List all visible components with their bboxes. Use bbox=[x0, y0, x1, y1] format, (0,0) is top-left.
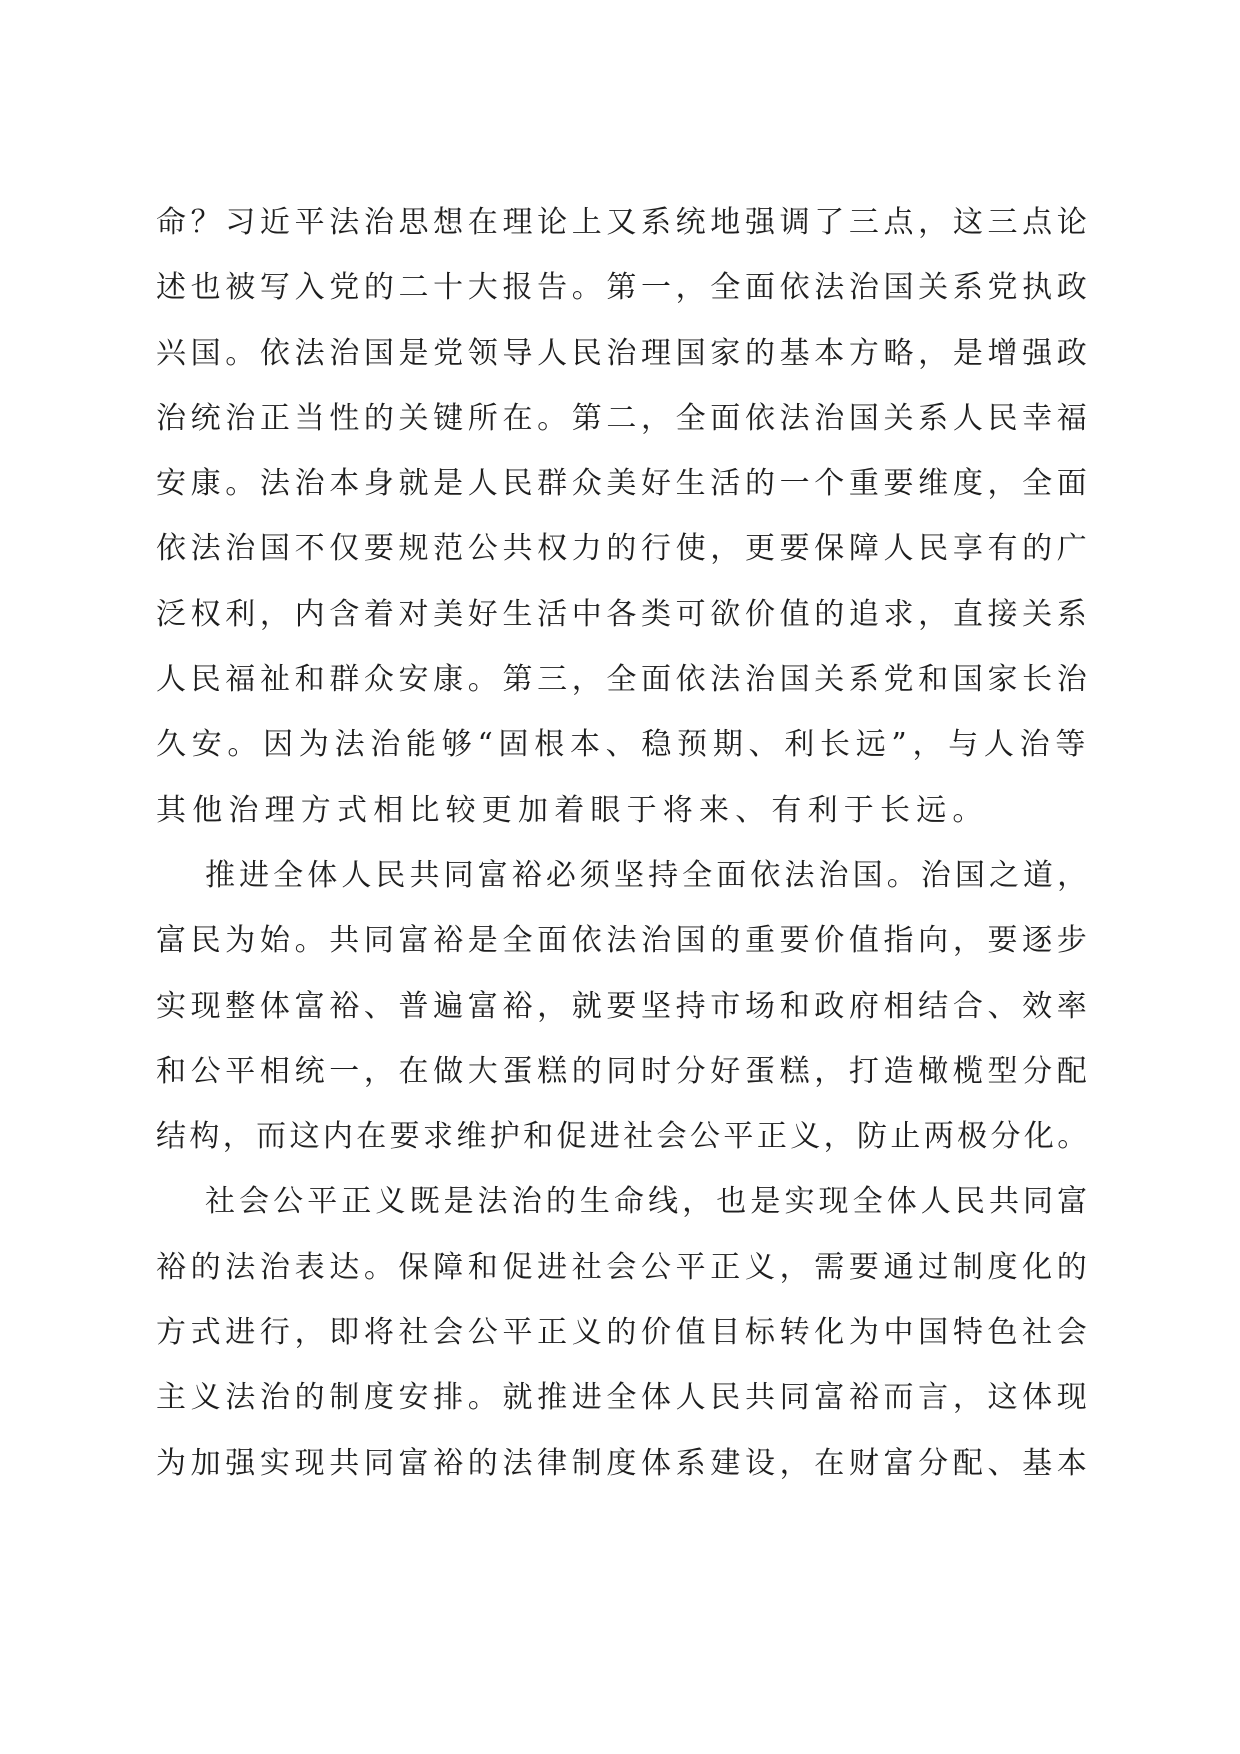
text-line: 述也被写入党的二十大报告。第一，全面依法治国关系党执政 bbox=[156, 270, 1092, 306]
text-line: 裕的法治表达。保障和促进社会公平正义，需要通过制度化的 bbox=[156, 1249, 1092, 1285]
text-line: 和公平相统一，在做大蛋糕的同时分好蛋糕，打造橄榄型分配 bbox=[156, 1053, 1092, 1089]
text-line: 富民为始。共同富裕是全面依法治国的重要价值指向，要逐步 bbox=[156, 923, 1092, 959]
text-line: 实现整体富裕、普遍富裕，就要坚持市场和政府相结合、效率 bbox=[156, 988, 1092, 1024]
text-line: 其他治理方式相比较更加着眼于将来、有利于长远。 bbox=[156, 792, 989, 828]
text-line: 主义法治的制度安排。就推进全体人民共同富裕而言，这体现 bbox=[156, 1380, 1092, 1416]
text-line: 兴国。依法治国是党领导人民治理国家的基本方略，是增强政 bbox=[156, 335, 1092, 371]
paragraph-start-line: 社会公平正义既是法治的生命线，也是实现全体人民共同富 bbox=[205, 1184, 1092, 1220]
text-line: 为加强实现共同富裕的法律制度体系建设，在财富分配、基本 bbox=[156, 1445, 1092, 1481]
paragraph-start-line: 推进全体人民共同富裕必须坚持全面依法治国。治国之道， bbox=[205, 857, 1092, 893]
text-line: 方式进行，即将社会公平正义的价值目标转化为中国特色社会 bbox=[156, 1315, 1092, 1351]
text-line: 人民福祉和群众安康。第三，全面依法治国关系党和国家长治 bbox=[156, 662, 1092, 698]
text-line: 久安。因为法治能够“固根本、稳预期、利长远”，与人治等 bbox=[156, 727, 1092, 763]
text-line: 结构，而这内在要求维护和促进社会公平正义，防止两极分化。 bbox=[156, 1119, 1091, 1155]
text-line: 治统治正当性的关键所在。第二，全面依法治国关系人民幸福 bbox=[156, 400, 1092, 436]
body-text bbox=[156, 190, 1092, 1496]
text-line: 依法治国不仅要规范公共权力的行使，更要保障人民享有的广 bbox=[156, 531, 1092, 567]
text-line: 命？习近平法治思想在理论上又系统地强调了三点，这三点论 bbox=[156, 205, 1092, 240]
text-line: 泛权利，内含着对美好生活中各类可欲价值的追求，直接关系 bbox=[156, 596, 1092, 632]
text-line: 安康。法治本身就是人民群众美好生活的一个重要维度，全面 bbox=[156, 466, 1092, 502]
